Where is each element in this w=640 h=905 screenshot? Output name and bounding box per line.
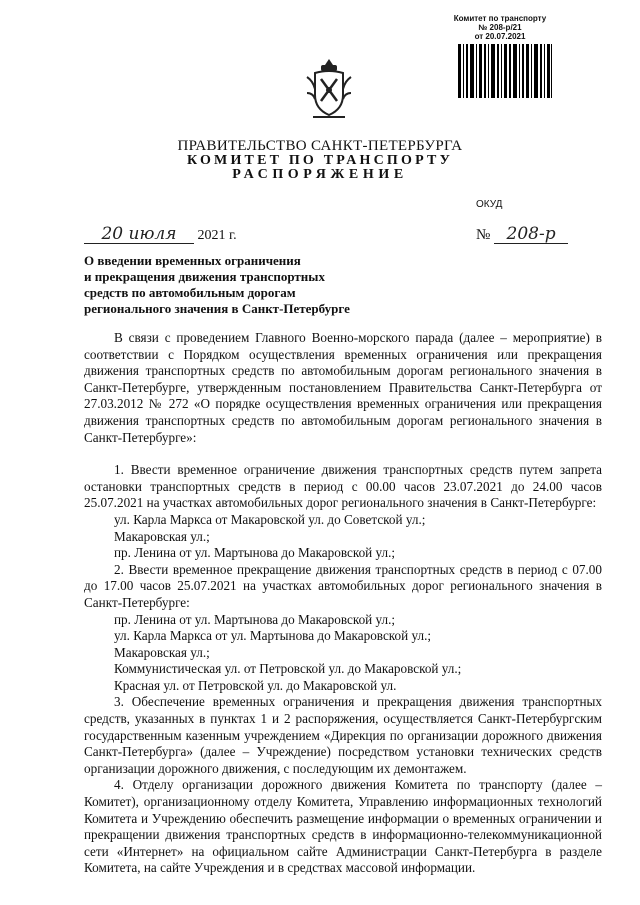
item-3-text: 3. Обеспечение временных ограничения и прекращения движения транспортных средств, указанных в пунктах 1 и 2 распоряжения, осуществляется Санкт-Петербургским государственным казенным учреждением «Дирекция по организации дорожного движения Санкт-Петербурга» (далее – Учреждение) посредством установки технических средств организации дорожного движения, с последующим их демонтажем. [84, 694, 602, 776]
coat-of-arms-icon [305, 57, 353, 123]
subject-line: О введении временных ограничения [84, 253, 301, 268]
okud-label: ОКУД [476, 199, 503, 210]
document-subject [84, 253, 414, 317]
item-1-street: пр. Ленина от ул. Мартынова до Макаровской ул.; [114, 545, 396, 561]
stamp-line-3: от 20.07.2021 [474, 32, 526, 41]
item-2-text: 2. Ввести временное прекращение движения транспортных средств в период с 07.00 до 17.00 часов 25.07.2021 на участках автомобильных дорог регионального значения в Санкт-Петербурге: [84, 561, 602, 610]
handwritten-number: 208-р [494, 226, 568, 244]
subject-line: регионального значения в Санкт-Петербурге [84, 301, 350, 316]
barcode [458, 44, 552, 98]
item-2-street: Красная ул. от Петровской ул. до Макаровской ул. [114, 677, 397, 693]
item-1-street: ул. Карла Маркса от Макаровской ул. до Советской ул.; [114, 511, 426, 527]
item-2-street: пр. Ленина от ул. Мартынова до Макаровской ул.; [114, 611, 396, 627]
item-2-street: Коммунистическая ул. от Петровской ул. до Макаровской ул.; [114, 661, 462, 677]
stamp-line-2: № 208-р/21 [478, 23, 522, 32]
stamp-line-1: Комитет по транспорту [453, 14, 547, 23]
subject-line: и прекращения движения транспортных [84, 269, 325, 284]
subject-line: средств по автомобильным дорогам [84, 285, 296, 300]
date-year: 2021 г. [197, 228, 237, 243]
item-2-street: Макаровская ул.; [114, 644, 210, 660]
document-date [84, 226, 237, 244]
document-number [476, 226, 568, 244]
document-body [84, 330, 602, 877]
committee-title: КОМИТЕТ ПО ТРАНСПОРТУ [186, 153, 454, 168]
registration-stamp [448, 14, 552, 41]
number-prefix: № [476, 227, 491, 243]
preamble: В связи с проведением Главного Военно-морского парада (далее – мероприятие) в соответствии с Порядком осуществления временных ограничения или прекращения движения транспортных средств по автомобильным дорогам регионального значения в Санкт-Петербурге, утвержденным постановлением Правительства Санкт-Петербурга от 27.03.2012 № 272 «О порядке осуществления временных ограничения или прекращения движения транспортных средств по автомобильным дорогам регионального значения в Санкт-Петербурге»: [84, 330, 602, 445]
item-1-street: Макаровская ул.; [114, 528, 210, 544]
item-1-text: 1. Ввести временное ограничение движения транспортных средств путем запрета остановки транспортных средств в период с 00.00 часов 23.07.2021 до 24.00 часов 25.07.2021 на участках автомобильных дорог регионального значения в Санкт-Петербурге: [84, 462, 602, 511]
government-title: ПРАВИТЕЛЬСТВО САНКТ-ПЕТЕРБУРГА [177, 138, 463, 154]
item-4-text: 4. Отделу организации дорожного движения Комитета по транспорту (далее – Комитет), организационному отделу Комитета, Управлению информационных технологий Комитета и Учреждению обеспечить размещение информации о временных ограничении и прекращении движения транспортных средств в информационно-телекоммуникационной сети «Интернет» на официальном сайте Администрации Санкт-Петербурга в разделе Комитета, на сайте Учреждения и в средствах массовой информации. [84, 777, 602, 876]
item-2-street: ул. Карла Маркса от ул. Мартынова до Макаровской ул.; [114, 628, 432, 644]
handwritten-date: 20 июля [84, 226, 194, 244]
document-type: РАСПОРЯЖЕНИЕ [232, 167, 408, 182]
